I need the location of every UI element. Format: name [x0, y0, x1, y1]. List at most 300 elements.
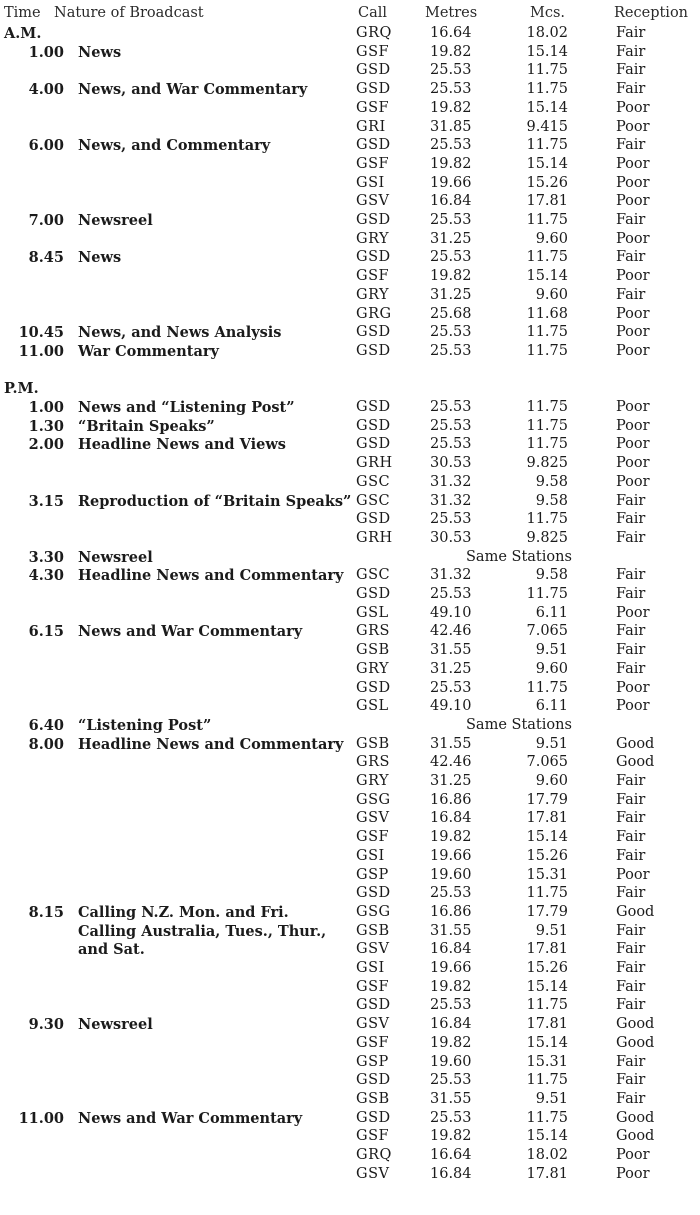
mcs-cell: 9.51	[535, 922, 568, 939]
table-row	[0, 660, 700, 679]
time-cell: 11.00	[18, 1109, 64, 1127]
call-sign-cell: GSD	[356, 212, 391, 228]
metres-cell: 16.86	[430, 791, 472, 808]
program-cell: “Britain Speaks”	[78, 417, 215, 435]
table-row	[0, 454, 700, 473]
metres-cell: 25.53	[430, 885, 472, 902]
reception-cell: Poor	[616, 324, 650, 341]
program-cell: News and War Commentary	[78, 1109, 303, 1127]
metres-cell: 16.64	[430, 25, 472, 41]
metres-cell: 31.55	[430, 642, 472, 659]
time-cell: 6.00	[28, 137, 64, 155]
metres-cell: 25.53	[430, 324, 472, 341]
time-cell: 6.15	[28, 623, 64, 641]
mcs-cell: 17.79	[526, 791, 568, 808]
time-cell: 6.40	[28, 716, 64, 734]
table-row	[0, 735, 700, 754]
reception-cell: Fair	[616, 1090, 646, 1107]
table-row	[0, 1109, 700, 1128]
mcs-cell: 7.065	[526, 754, 568, 771]
table-row	[0, 1146, 700, 1165]
metres-cell: 31.55	[430, 1090, 472, 1107]
reception-cell: Fair	[616, 567, 646, 584]
mcs-cell: 11.75	[526, 62, 568, 79]
mcs-cell: 11.75	[526, 342, 568, 359]
reception-cell: Poor	[616, 417, 650, 434]
table-row	[0, 996, 700, 1015]
call-sign-cell: GSG	[356, 903, 391, 920]
mcs-cell: 11.75	[526, 511, 568, 528]
same-stations-cell: Same Stations	[466, 716, 572, 733]
mcs-cell: 11.75	[526, 586, 568, 602]
table-row	[0, 473, 700, 492]
reception-cell: Fair	[616, 847, 646, 864]
metres-cell: 31.55	[430, 735, 472, 752]
reception-cell: Fair	[616, 81, 646, 98]
metres-cell: 16.84	[430, 193, 472, 210]
header-metres: Metres	[425, 5, 478, 21]
program-cell: Headline News and Views	[78, 436, 286, 454]
call-sign-cell: GSB	[356, 642, 390, 659]
call-sign-cell: GSD	[356, 679, 391, 696]
reception-cell: Fair	[616, 623, 646, 640]
call-sign-cell: GSF	[356, 978, 390, 995]
program-cell: Calling N.Z. Mon. and Fri.	[78, 903, 289, 921]
table-row	[0, 435, 700, 454]
section-label-pm: P.M.	[4, 380, 39, 398]
reception-cell: Good	[616, 903, 655, 920]
call-sign-cell: GSD	[356, 81, 391, 98]
reception-cell: Fair	[616, 1053, 646, 1070]
metres-cell: 19.82	[430, 978, 472, 995]
call-sign-cell: GRG	[356, 305, 392, 322]
program-cell: News	[78, 249, 122, 267]
table-row	[0, 80, 700, 99]
call-sign-cell: GSF	[356, 268, 390, 285]
table-row	[0, 809, 700, 828]
table-row	[0, 230, 700, 249]
mcs-cell: 17.81	[526, 1016, 568, 1033]
metres-cell: 49.10	[430, 698, 472, 715]
table-row	[0, 305, 700, 324]
mcs-cell: 18.02	[526, 1147, 568, 1163]
mcs-cell: 9.60	[535, 660, 568, 677]
time-cell: 10.45	[18, 324, 64, 342]
call-sign-cell: GSC	[356, 567, 391, 584]
reception-cell: Poor	[616, 342, 650, 359]
call-sign-cell: GSG	[356, 791, 391, 808]
table-row	[0, 1165, 700, 1184]
call-sign-cell: GSB	[356, 922, 390, 939]
mcs-cell: 9.825	[526, 455, 568, 472]
metres-cell: 25.53	[430, 586, 472, 602]
table-row	[0, 99, 700, 118]
reception-cell: Poor	[616, 866, 650, 883]
metres-cell: 25.53	[430, 81, 472, 98]
mcs-cell: 11.75	[526, 212, 568, 228]
reception-cell: Fair	[616, 960, 646, 976]
table-row	[0, 155, 700, 174]
reception-cell: Fair	[616, 25, 646, 41]
table-row	[0, 679, 700, 698]
mcs-cell: 9.60	[535, 773, 568, 789]
call-sign-cell: GSB	[356, 735, 390, 752]
table-row	[0, 1034, 700, 1053]
mcs-cell: 9.58	[535, 473, 568, 490]
call-sign-cell: GSF	[356, 829, 390, 846]
mcs-cell: 15.31	[526, 1053, 568, 1070]
table-row	[0, 959, 700, 978]
mcs-cell: 11.75	[526, 1109, 568, 1126]
call-sign-cell: GSF	[356, 155, 390, 172]
mcs-cell: 11.68	[526, 305, 568, 322]
call-sign-cell: GSV	[356, 1016, 390, 1033]
mcs-cell: 15.31	[526, 866, 568, 883]
metres-cell: 31.25	[430, 286, 472, 303]
table-row	[0, 211, 700, 230]
reception-cell: Good	[616, 1128, 655, 1145]
call-sign-cell: GSL	[356, 698, 389, 715]
reception-cell: Fair	[616, 529, 646, 546]
mcs-cell: 18.02	[526, 25, 568, 41]
metres-cell: 19.60	[430, 1053, 472, 1070]
mcs-cell: 11.75	[526, 417, 568, 434]
metres-cell: 19.82	[430, 155, 472, 172]
reception-cell: Fair	[616, 660, 646, 677]
reception-cell: Fair	[616, 997, 646, 1014]
reception-cell: Poor	[616, 99, 650, 116]
mcs-cell: 17.81	[526, 193, 568, 210]
reception-cell: Fair	[616, 978, 646, 995]
table-row	[0, 828, 700, 847]
metres-cell: 19.60	[430, 866, 472, 883]
call-sign-cell: GSF	[356, 1034, 390, 1051]
metres-cell: 19.66	[430, 174, 472, 191]
time-cell: 1.30	[28, 417, 64, 435]
table-row	[0, 248, 700, 267]
table-row	[0, 267, 700, 286]
call-sign-cell: GSV	[356, 1165, 390, 1182]
reception-cell: Poor	[616, 604, 650, 621]
call-sign-cell: GSC	[356, 473, 391, 490]
same-stations-cell: Same Stations	[466, 548, 572, 565]
metres-cell: 25.53	[430, 62, 472, 79]
metres-cell: 31.32	[430, 473, 472, 490]
time-cell: 8.00	[28, 735, 64, 753]
metres-cell: 16.86	[430, 903, 472, 920]
mcs-cell: 9.415	[526, 118, 568, 135]
reception-cell: Good	[616, 754, 655, 771]
table-row	[0, 622, 700, 641]
call-sign-cell: GSP	[356, 1053, 389, 1070]
metres-cell: 31.32	[430, 492, 472, 509]
mcs-cell: 17.81	[526, 1165, 568, 1182]
mcs-cell: 9.58	[535, 492, 568, 509]
call-sign-cell: GSI	[356, 960, 385, 976]
program-cell: News, and Commentary	[78, 137, 271, 155]
call-sign-cell: GSI	[356, 847, 385, 864]
section-pm	[0, 379, 700, 398]
call-sign-cell: GRH	[356, 455, 393, 472]
call-sign-cell: GRS	[356, 623, 390, 640]
reception-cell: Poor	[616, 698, 650, 715]
reception-cell: Fair	[616, 249, 646, 266]
metres-cell: 25.53	[430, 436, 472, 453]
reception-cell: Fair	[616, 810, 646, 827]
reception-cell: Poor	[616, 679, 650, 696]
column-header-row	[0, 4, 700, 23]
mcs-cell: 15.14	[526, 268, 568, 285]
reception-cell: Fair	[616, 1072, 646, 1089]
mcs-cell: 15.14	[526, 829, 568, 846]
metres-cell: 31.25	[430, 230, 472, 247]
call-sign-cell: GSD	[356, 417, 391, 434]
time-cell: 8.45	[28, 249, 64, 267]
metres-cell: 16.84	[430, 1016, 472, 1033]
metres-cell: 25.53	[430, 249, 472, 266]
mcs-cell: 11.75	[526, 81, 568, 98]
metres-cell: 25.53	[430, 417, 472, 434]
mcs-cell: 9.51	[535, 1090, 568, 1107]
table-row	[0, 24, 700, 43]
metres-cell: 31.55	[430, 922, 472, 939]
header-reception: Reception	[614, 5, 689, 21]
call-sign-cell: GRQ	[356, 25, 392, 41]
reception-cell: Fair	[616, 922, 646, 939]
table-row	[0, 922, 700, 941]
metres-cell: 42.46	[430, 623, 472, 640]
table-row	[0, 192, 700, 211]
table-row	[0, 697, 700, 716]
table-row	[0, 978, 700, 997]
program-cell: News, and War Commentary	[78, 81, 308, 99]
header-mcs: Mcs.	[530, 5, 566, 21]
metres-cell: 31.25	[430, 660, 472, 677]
call-sign-cell: GSD	[356, 342, 391, 359]
time-cell: 11.00	[18, 342, 64, 360]
mcs-cell: 15.26	[526, 847, 568, 864]
call-sign-cell: GRQ	[356, 1147, 392, 1163]
mcs-cell: 17.81	[526, 941, 568, 958]
mcs-cell: 15.26	[526, 960, 568, 976]
reception-cell: Fair	[616, 791, 646, 808]
mcs-cell: 15.26	[526, 174, 568, 191]
mcs-cell: 11.75	[526, 249, 568, 266]
time-cell: 8.15	[28, 903, 64, 921]
table-row	[0, 641, 700, 660]
metres-cell: 42.46	[430, 754, 472, 771]
metres-cell: 19.82	[430, 829, 472, 846]
program-cell: “Listening Post”	[78, 716, 212, 734]
mcs-cell: 9.51	[535, 735, 568, 752]
program-cell: News and “Listening Post”	[78, 399, 295, 416]
mcs-cell: 11.75	[526, 885, 568, 902]
time-cell: 4.00	[28, 81, 64, 99]
reception-cell: Poor	[616, 455, 650, 472]
table-row	[0, 342, 700, 361]
call-sign-cell: GRS	[356, 754, 390, 771]
program-cell: Headline News and Commentary	[78, 567, 344, 585]
metres-cell: 25.68	[430, 305, 472, 322]
reception-cell: Fair	[616, 212, 646, 228]
metres-cell: 16.84	[430, 810, 472, 827]
reception-cell: Good	[616, 1016, 655, 1033]
metres-cell: 31.85	[430, 118, 472, 135]
table-row	[0, 585, 700, 604]
table-row	[0, 529, 700, 548]
table-row	[0, 716, 700, 735]
reception-cell: Fair	[616, 773, 646, 789]
metres-cell: 19.66	[430, 847, 472, 864]
table-row	[0, 566, 700, 585]
metres-cell: 25.53	[430, 997, 472, 1014]
call-sign-cell: GSF	[356, 99, 390, 116]
mcs-cell: 17.81	[526, 810, 568, 827]
metres-cell: 25.53	[430, 342, 472, 359]
time-cell: 1.00	[28, 43, 64, 61]
reception-cell: Fair	[616, 511, 646, 528]
reception-cell: Poor	[616, 1147, 650, 1163]
metres-cell: 19.82	[430, 1034, 472, 1051]
call-sign-cell: GSD	[356, 137, 391, 154]
time-cell: 3.15	[28, 492, 64, 510]
metres-cell: 31.25	[430, 773, 472, 789]
table-row	[0, 548, 700, 567]
reception-cell: Fair	[616, 885, 646, 902]
time-cell: 1.00	[28, 399, 64, 416]
mcs-cell: 11.75	[526, 679, 568, 696]
time-cell: 9.30	[28, 1016, 64, 1034]
metres-cell: 25.53	[430, 137, 472, 154]
call-sign-cell: GSF	[356, 1128, 390, 1145]
table-row	[0, 1090, 700, 1109]
call-sign-cell: GSD	[356, 436, 391, 453]
reception-cell: Fair	[616, 286, 646, 303]
table-row	[0, 772, 700, 791]
table-row	[0, 43, 700, 62]
metres-cell: 25.53	[430, 1072, 472, 1089]
call-sign-cell: GSD	[356, 249, 391, 266]
reception-cell: Poor	[616, 193, 650, 210]
table-row	[0, 1053, 700, 1072]
call-sign-cell: GRY	[356, 660, 390, 677]
program-cell: News, and News Analysis	[78, 324, 282, 342]
mcs-cell: 6.11	[535, 604, 568, 621]
reception-cell: Poor	[616, 230, 650, 247]
reception-cell: Poor	[616, 174, 650, 191]
reception-cell: Fair	[616, 43, 646, 60]
call-sign-cell: GRY	[356, 773, 390, 789]
reception-cell: Fair	[616, 62, 646, 79]
table-row	[0, 286, 700, 305]
mcs-cell: 15.14	[526, 155, 568, 172]
table-row	[0, 1071, 700, 1090]
mcs-cell: 15.14	[526, 43, 568, 60]
program-cell: Reproduction of “Britain Speaks”	[78, 492, 352, 510]
metres-cell: 16.84	[430, 941, 472, 958]
program-cell: Calling Australia, Tues., Thur.,	[78, 922, 327, 940]
table-row	[0, 174, 700, 193]
mcs-cell: 9.60	[535, 286, 568, 303]
header-nature: Nature of Broadcast	[54, 5, 204, 21]
call-sign-cell: GSD	[356, 511, 391, 528]
mcs-cell: 9.825	[526, 529, 568, 546]
mcs-cell: 11.75	[526, 324, 568, 341]
mcs-cell: 9.51	[535, 642, 568, 659]
table-row	[0, 118, 700, 137]
reception-cell: Good	[616, 1109, 655, 1126]
mcs-cell: 7.065	[526, 623, 568, 640]
table-row	[0, 1015, 700, 1034]
metres-cell: 16.64	[430, 1147, 472, 1163]
call-sign-cell: GRY	[356, 230, 390, 247]
call-sign-cell: GSL	[356, 604, 389, 621]
program-cell: Headline News and Commentary	[78, 735, 344, 753]
table-row	[0, 940, 700, 959]
reception-cell: Poor	[616, 268, 650, 285]
reception-cell: Fair	[616, 642, 646, 659]
program-cell: Newsreel	[78, 548, 153, 566]
program-cell: and Sat.	[78, 941, 145, 959]
reception-cell: Good	[616, 735, 655, 752]
mcs-cell: 11.75	[526, 1072, 568, 1089]
metres-cell: 19.82	[430, 1128, 472, 1145]
reception-cell: Fair	[616, 137, 646, 154]
reception-cell: Poor	[616, 436, 650, 453]
mcs-cell: 15.14	[526, 978, 568, 995]
call-sign-cell: GRY	[356, 286, 390, 303]
reception-cell: Poor	[616, 399, 650, 415]
mcs-cell: 15.14	[526, 99, 568, 116]
mcs-cell: 15.14	[526, 1128, 568, 1145]
reception-cell: Fair	[616, 941, 646, 958]
metres-cell: 19.82	[430, 99, 472, 116]
reception-cell: Poor	[616, 473, 650, 490]
table-row	[0, 1127, 700, 1146]
metres-cell: 30.53	[430, 529, 472, 546]
program-cell: News	[78, 43, 122, 61]
call-sign-cell: GSV	[356, 810, 390, 827]
reception-cell: Fair	[616, 829, 646, 846]
metres-cell: 25.53	[430, 511, 472, 528]
call-sign-cell: GSD	[356, 1109, 391, 1126]
header-time: Time	[4, 5, 41, 21]
mcs-cell: 6.11	[535, 698, 568, 715]
call-sign-cell: GRI	[356, 118, 386, 135]
table-row	[0, 417, 700, 436]
table-row	[0, 492, 700, 511]
call-sign-cell: GSD	[356, 62, 391, 79]
table-row	[0, 753, 700, 772]
call-sign-cell: GSV	[356, 193, 390, 210]
mcs-cell: 11.75	[526, 997, 568, 1014]
mcs-cell: 11.75	[526, 436, 568, 453]
reception-cell: Fair	[616, 586, 646, 602]
metres-cell: 25.53	[430, 1109, 472, 1126]
call-sign-cell: GSD	[356, 586, 391, 602]
call-sign-cell: GSD	[356, 885, 391, 902]
table-row	[0, 323, 700, 342]
section-label-am: A.M.	[4, 25, 42, 42]
table-row	[0, 136, 700, 155]
program-cell: News and War Commentary	[78, 623, 303, 641]
call-sign-cell: GSC	[356, 492, 391, 509]
program-cell: Newsreel	[78, 1016, 153, 1034]
table-row	[0, 884, 700, 903]
call-sign-cell: GSF	[356, 43, 390, 60]
time-cell: 2.00	[28, 436, 64, 454]
mcs-cell: 9.60	[535, 230, 568, 247]
